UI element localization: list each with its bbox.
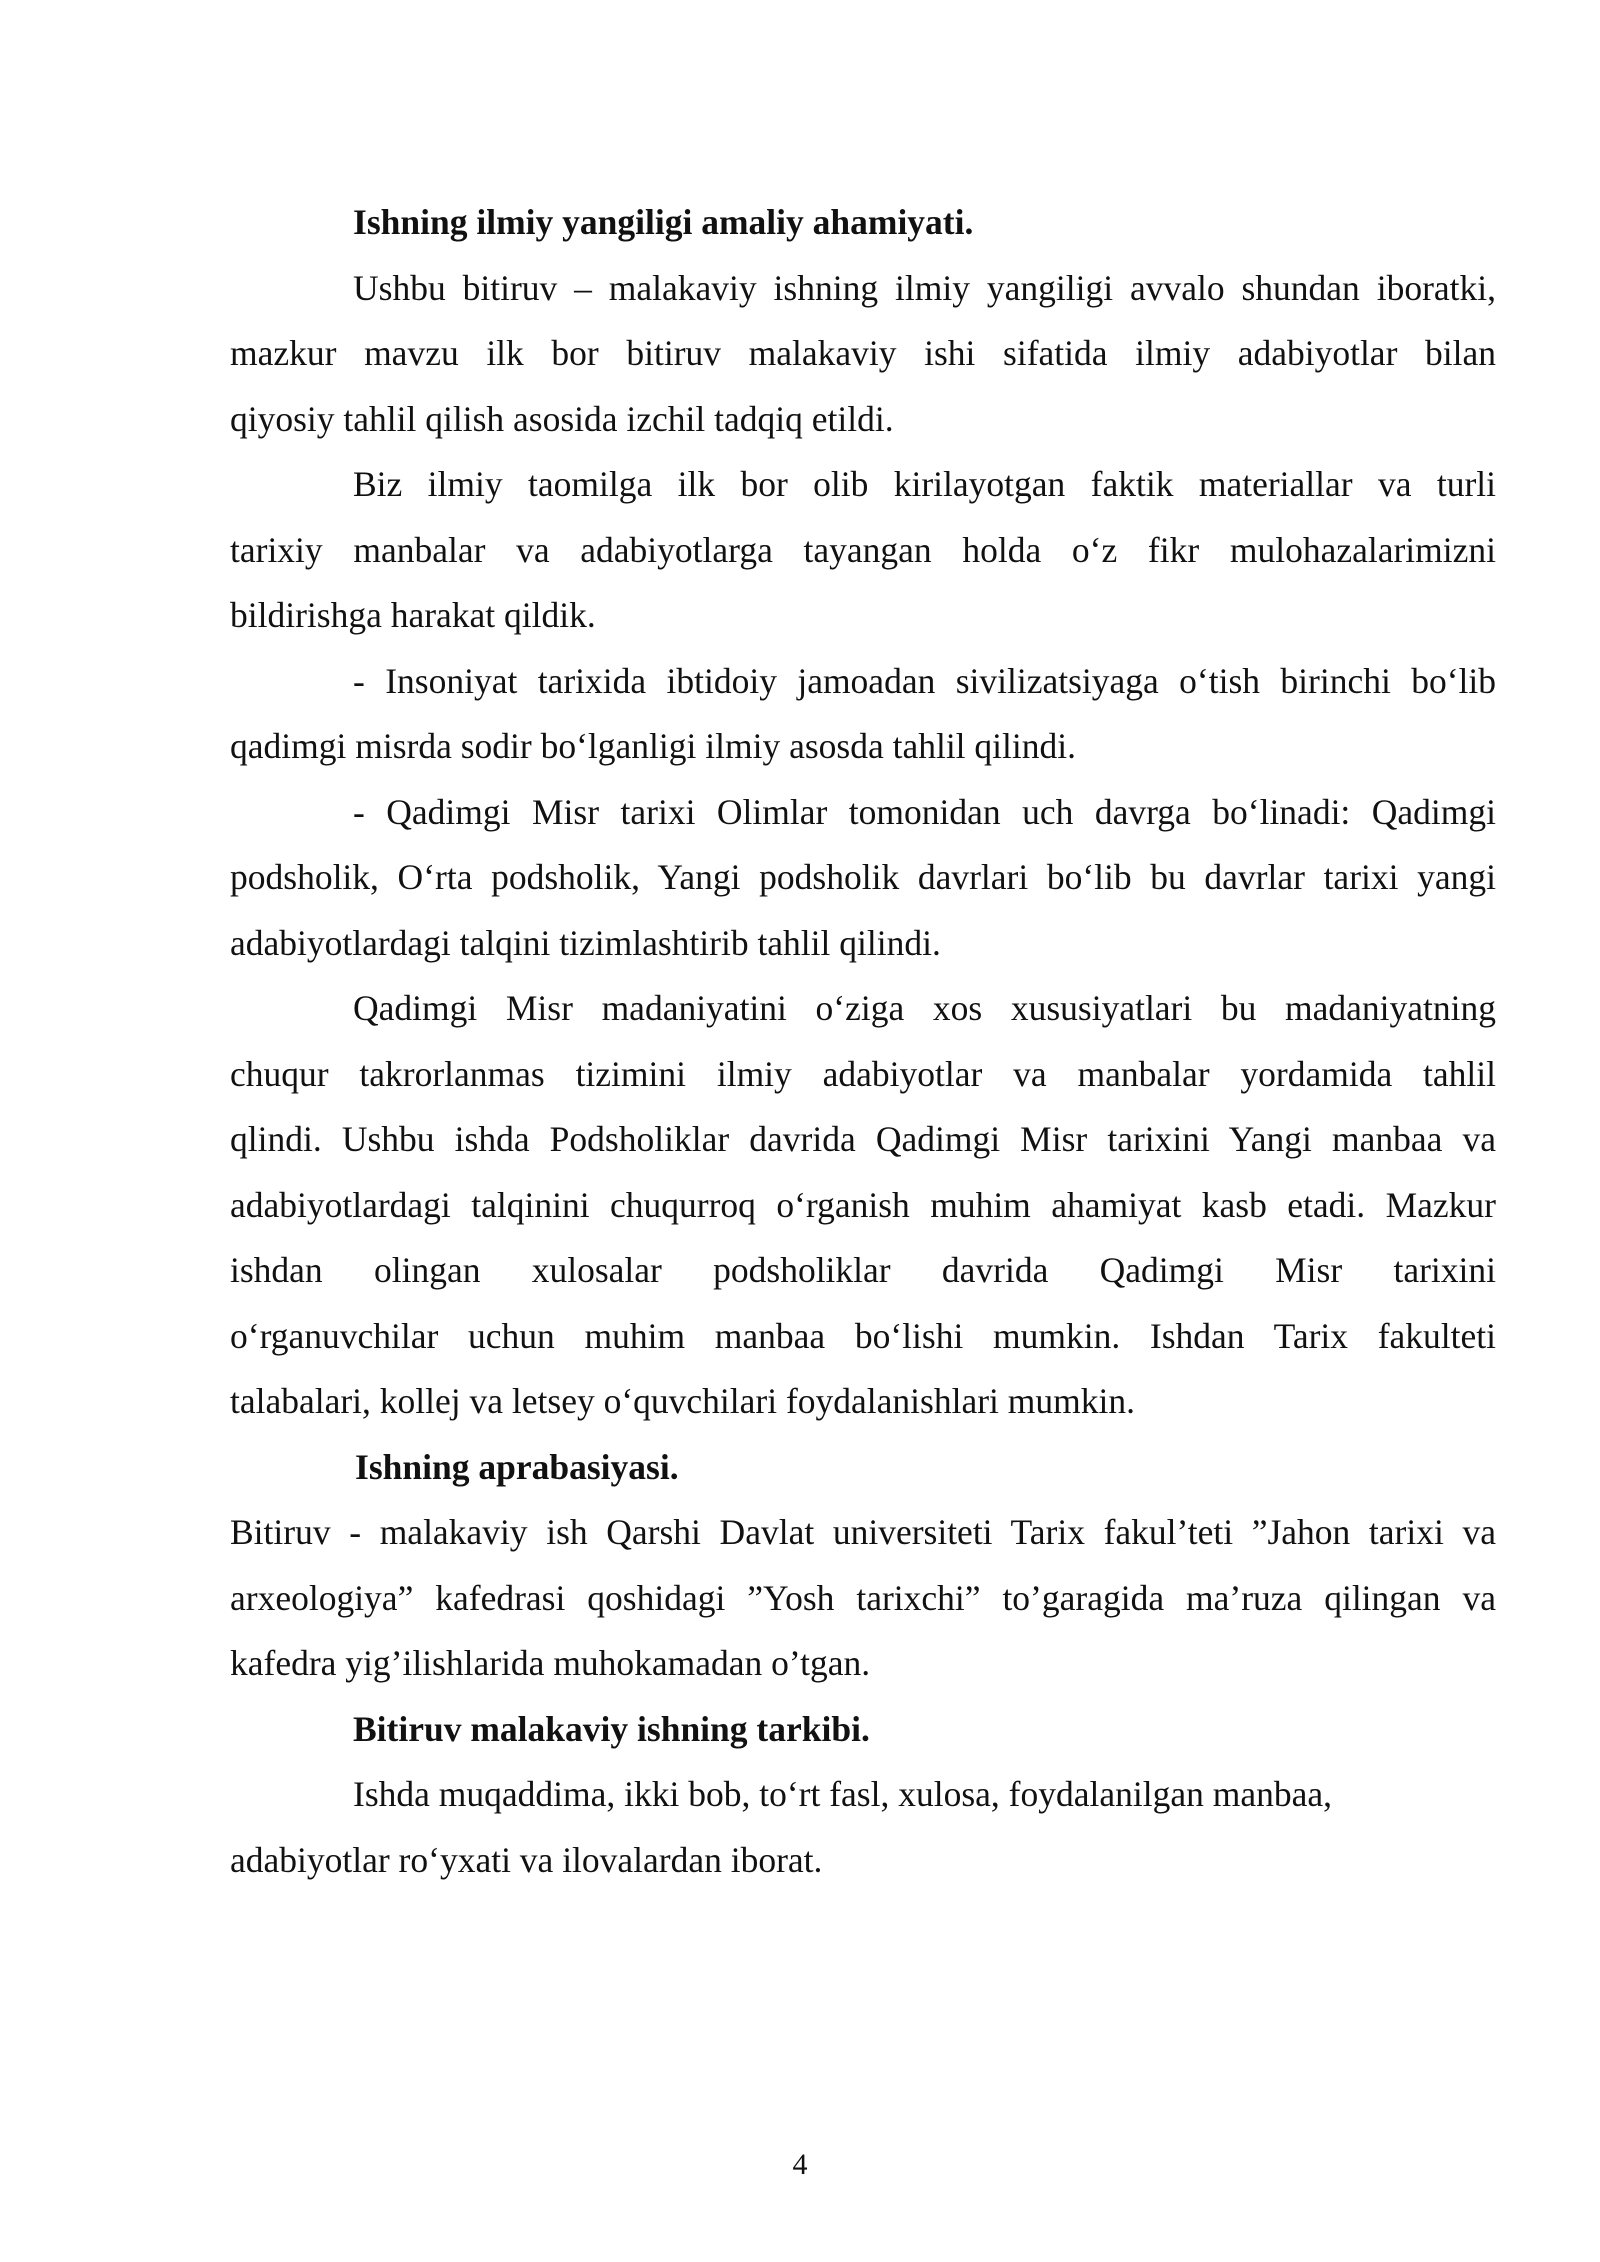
paragraph-line: arxeologiya” kafedrasi qoshidagi ”Yosh tarixchi” to’garagida ma’ruza qilingan va <box>230 1577 1496 1618</box>
document-page <box>230 190 1496 1893</box>
paragraph-line: bildirishga harakat qildik. <box>230 595 596 635</box>
paragraph-line: o‘rganuvchilar uchun muhim manbaa bo‘lishi mumkin. Ishdan Tarix fakulteti <box>230 1315 1496 1356</box>
paragraph-line: tarixiy manbalar va adabiyotlarga tayangan holda o‘z fikr mulohazalarimizni <box>230 529 1496 570</box>
paragraph-line: kafedra yig’ilishlarida muhokamadan o’tgan. <box>230 1643 871 1683</box>
paragraph-line: Bitiruv - malakaviy ish Qarshi Davlat universiteti Tarix fakul’teti ”Jahon tarixi va <box>230 1512 1496 1552</box>
page-number: 4 <box>792 2148 808 2181</box>
paragraph-line: adabiyotlardagi talqini tizimlashtirib tahlil qilindi. <box>230 922 941 963</box>
paragraph-line: ishdan olingan xulosalar podsholiklar davrida Qadimgi Misr tarixini <box>230 1250 1496 1290</box>
paragraph-line: podsholik, O‘rta podsholik, Yangi podsholik davrlari bo‘lib bu davrlar tarixi yangi <box>230 857 1496 897</box>
paragraph-line: Biz ilmiy taomilga ilk bor olib kirilayotgan faktik materiallar va turli <box>353 464 1496 504</box>
paragraph-line: chuqur takrorlanmas tizimini ilmiy adabiyotlar va manbalar yordamida tahlil <box>230 1053 1496 1094</box>
paragraph-line: talabalari, kollej va letsey o‘quvchilari foydalanishlari mumkin. <box>230 1381 1135 1421</box>
paragraph-line: adabiyotlardagi talqinini chuqurroq o‘rganish muhim ahamiyat kasb etadi. Mazkur <box>230 1184 1496 1225</box>
paragraph-line: - Qadimgi Misr tarixi Olimlar tomonidan uch davrga bo‘linadi: Qadimgi <box>353 791 1496 832</box>
paragraph-line: Ishda muqaddima, ikki bob, to‘rt fasl, xulosa, foydalanilgan manbaa, <box>353 1774 1332 1814</box>
paragraph-line: Qadimgi Misr madaniyatini o‘ziga xos xususiyatlari bu madaniyatning <box>353 988 1496 1028</box>
paragraph-line: adabiyotlar ro‘yxati va ilovalardan iborat. <box>230 1839 823 1880</box>
paragraph-line: qadimgi misrda sodir bo‘lganligi ilmiy asosda tahlil qilindi. <box>230 726 1077 766</box>
paragraph-line: Ushbu bitiruv – malakaviy ishning ilmiy yangiligi avvalo shundan iboratki, <box>353 267 1496 308</box>
paragraph-line: mazkur mavzu ilk bor bitiruv malakaviy ishi sifatida ilmiy adabiyotlar bilan <box>230 333 1496 373</box>
paragraph-line: qiyosiy tahlil qilish asosida izchil tadqiq etildi. <box>230 398 894 439</box>
section-heading-approbation: Ishning aprabasiyasi. <box>355 1446 679 1487</box>
paragraph-line: - Insoniyat tarixida ibtidoiy jamoadan sivilizatsiyaga o‘tish birinchi bo‘lib <box>353 660 1496 701</box>
paragraph-line: qlindi. Ushbu ishda Podsholiklar davrida Qadimgi Misr tarixini Yangi manbaa va <box>230 1119 1496 1159</box>
section-heading-scientific-novelty: Ishning ilmiy yangiligi amaliy ahamiyati. <box>353 202 974 242</box>
section-heading-structure: Bitiruv malakaviy ishning tarkibi. <box>353 1708 870 1749</box>
